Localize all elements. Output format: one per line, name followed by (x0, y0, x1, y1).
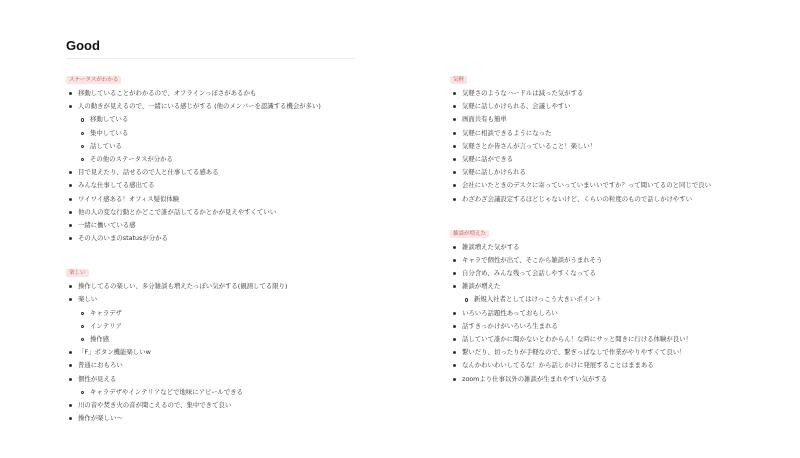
bullet-list (450, 241, 770, 386)
list-item-text: その人のいまのstatusが分かる (78, 234, 168, 243)
list-item-text: 話している (90, 141, 122, 150)
list-item (450, 280, 770, 293)
sub-list-item (66, 153, 386, 166)
bullet-icon (453, 132, 456, 135)
list-item-text: 一緒に働いている感 (78, 220, 136, 229)
list-item (450, 373, 770, 386)
list-item (450, 127, 770, 140)
list-item-text: みんな仕事してる感出てる (78, 181, 155, 190)
bullet-list (450, 87, 770, 206)
list-item (66, 280, 386, 293)
bullet-icon (453, 145, 456, 148)
sub-list-item (66, 127, 386, 140)
bullet-icon (69, 198, 72, 201)
list-item-text: 気軽さとか皆さんが言っていること！楽しい！ (462, 141, 597, 150)
bullet-icon (453, 378, 456, 381)
list-item-text: 自分含め、みんな残って会話しやすくなってる (462, 269, 596, 278)
list-item (66, 100, 386, 113)
list-item-text: 他の人の変な行動とかどこで誰が話してるかとかが見えやすくていい (78, 207, 277, 216)
list-item (66, 293, 386, 306)
list-item-text: 普通におもろい (78, 361, 123, 370)
list-item-text: 話すきっかけがいろいろ生まれる (462, 321, 558, 330)
sub-list-item (66, 113, 386, 126)
list-item-text: zoomより仕事以外の雑談が生まれやすい気がする (462, 374, 608, 383)
list-item (450, 241, 770, 254)
sub-list-item (66, 333, 386, 346)
list-item-text: 画面共有も簡単 (462, 115, 507, 124)
hollow-bullet-icon (81, 118, 84, 121)
bullet-icon (453, 198, 456, 201)
bullet-icon (453, 285, 456, 288)
list-item (450, 359, 770, 372)
list-item (450, 113, 770, 126)
right-column (450, 66, 770, 400)
bullet-icon (453, 92, 456, 95)
list-item-text: 操作感 (90, 335, 110, 343)
left-column (66, 66, 386, 439)
list-item-text: 新規入社者としてはけっこう大きいポイント (474, 295, 602, 304)
section-right_sections-0 (450, 66, 770, 206)
list-item (450, 179, 770, 192)
bullet-icon (69, 92, 72, 95)
list-item (66, 206, 386, 219)
list-item-text: いろいろ話題性あっておもしろい (462, 308, 558, 317)
list-item (450, 193, 770, 206)
page-title: Good (66, 38, 100, 53)
list-item-text: キャラで個性が出て、そこから雑談がうまれそう (462, 255, 603, 264)
section-tag: ステータスがわかる (66, 76, 121, 84)
list-item-text: わざわざ会議設定するほどじゃないけど、くらいの粒度のもので話しかけやすい (462, 194, 693, 203)
bullet-icon (69, 417, 72, 420)
bullet-icon (453, 272, 456, 275)
list-item (66, 179, 386, 192)
hollow-bullet-icon (81, 158, 84, 161)
section-right_sections-1 (450, 220, 770, 386)
list-item-text: 操作が楽しい〜 (78, 414, 123, 423)
list-item (450, 100, 770, 113)
sub-list-item (66, 386, 386, 399)
list-item-text: キャラデザやインテリアなどで地味にアピールできる (90, 387, 243, 396)
list-item (66, 373, 386, 386)
bullet-icon (69, 351, 72, 354)
section-tag: 楽しい (66, 269, 89, 277)
section-left_sections-0 (66, 66, 386, 245)
list-item-text: 気軽に話しかけられる、会議しやすい (462, 102, 571, 111)
list-item (66, 166, 386, 179)
list-item-text: 楽しい (78, 295, 98, 304)
list-item (66, 87, 386, 100)
bullet-icon (69, 378, 72, 381)
hollow-bullet-icon (81, 312, 84, 315)
list-item-text: 雑談増えた気がする (462, 242, 520, 251)
bullet-icon (69, 184, 72, 187)
list-item (66, 399, 386, 412)
bullet-icon (453, 351, 456, 354)
bullet-icon (453, 171, 456, 174)
list-item (450, 346, 770, 359)
hollow-bullet-icon (81, 338, 84, 341)
bullet-icon (453, 158, 456, 161)
bullet-icon (453, 338, 456, 341)
bullet-icon (453, 364, 456, 367)
bullet-icon (453, 105, 456, 108)
bullet-icon (69, 298, 72, 301)
sub-list-item (450, 293, 770, 306)
bullet-icon (69, 211, 72, 214)
sub-list-item (66, 140, 386, 153)
list-item (66, 346, 386, 359)
hollow-bullet-icon (81, 132, 84, 135)
bullet-icon (69, 404, 72, 407)
list-item (66, 219, 386, 232)
list-item (66, 412, 386, 425)
list-item-text: 話していて誰かに聞かないとわからん！な時にサッと聞きに行ける体験が良い！ (462, 335, 692, 343)
list-item (66, 232, 386, 245)
title-divider (66, 58, 356, 59)
bullet-icon (453, 312, 456, 315)
list-item-text: 個性が見える (78, 374, 117, 383)
bullet-icon (69, 285, 72, 288)
list-item-text: 操作してるの楽しい、多分雑談も増えたっぽい気がする(観測してる限り) (78, 282, 288, 291)
bullet-icon (453, 259, 456, 262)
bullet-icon (453, 118, 456, 121)
bullet-icon (453, 325, 456, 328)
hollow-bullet-icon (81, 325, 84, 328)
list-item-text: 気軽に話ができる (462, 154, 514, 163)
list-item (450, 307, 770, 320)
hollow-bullet-icon (81, 391, 84, 394)
list-item (450, 87, 770, 100)
list-item (450, 153, 770, 166)
list-item-text: 気軽に話しかけられる (462, 168, 526, 177)
bullet-icon (69, 224, 72, 227)
list-item-text: 人の動きが見えるので、一緒にいる感じがする (他のメンバーを認識する機会が多い) (78, 102, 321, 111)
bullet-icon (453, 246, 456, 249)
list-item (450, 254, 770, 267)
list-item-text: なんかわいわいしてるな！から話しかけに発展することはままある (462, 361, 654, 370)
list-item-text: 気軽に相談できるようになった (462, 128, 552, 137)
bullet-list (66, 280, 386, 425)
list-item (450, 166, 770, 179)
list-item-text: インテリア (90, 321, 122, 330)
sub-list-item (66, 307, 386, 320)
hollow-bullet-icon (81, 145, 84, 148)
list-item-text: 会社にいたときのデスクに寄っていっていまいいですか？って聞いてるのと同じで良い (462, 181, 711, 190)
list-item-text: 川の音や焚き火の音が聞こえるので、集中できて良い (78, 400, 232, 409)
bullet-icon (69, 364, 72, 367)
list-item (450, 333, 770, 346)
list-item-text: 集中している (90, 128, 129, 137)
section-tag: 気軽 (450, 76, 467, 84)
list-item-text: 移動していることがわかるので、オフラインっぽさがあるかも (78, 89, 257, 97)
bullet-icon (69, 237, 72, 240)
list-item (66, 193, 386, 206)
list-item (66, 359, 386, 372)
list-item (450, 267, 770, 280)
list-item-text: 雑談が増えた (462, 282, 501, 291)
list-item-text: 繋いだり、切ったりが手軽なので、繋ぎっぱなしで作業がやりやすくて良い！ (462, 348, 686, 357)
list-item-text: 気軽さのようなハードルは減った気がする (462, 89, 584, 97)
bullet-icon (69, 171, 72, 174)
list-item-text: 「F」ボタン機能楽しいw (78, 348, 151, 357)
section-left_sections-1 (66, 259, 386, 425)
list-item (450, 140, 770, 153)
list-item-text: 目で見えたり、話せるので人と仕事してる感ある (78, 168, 219, 177)
list-item (450, 320, 770, 333)
bullet-icon (69, 105, 72, 108)
bullet-icon (453, 184, 456, 187)
hollow-bullet-icon (465, 298, 468, 301)
bullet-list (66, 87, 386, 245)
list-item-text: キャラデザ (90, 308, 122, 317)
list-item-text: ワイワイ感ある！オフィス疑似体験 (78, 194, 180, 203)
list-item-text: その他のステータスが分かる (90, 154, 173, 163)
section-tag: 雑談が増えた (450, 230, 489, 238)
list-item-text: 移動している (90, 115, 129, 124)
sub-list-item (66, 320, 386, 333)
